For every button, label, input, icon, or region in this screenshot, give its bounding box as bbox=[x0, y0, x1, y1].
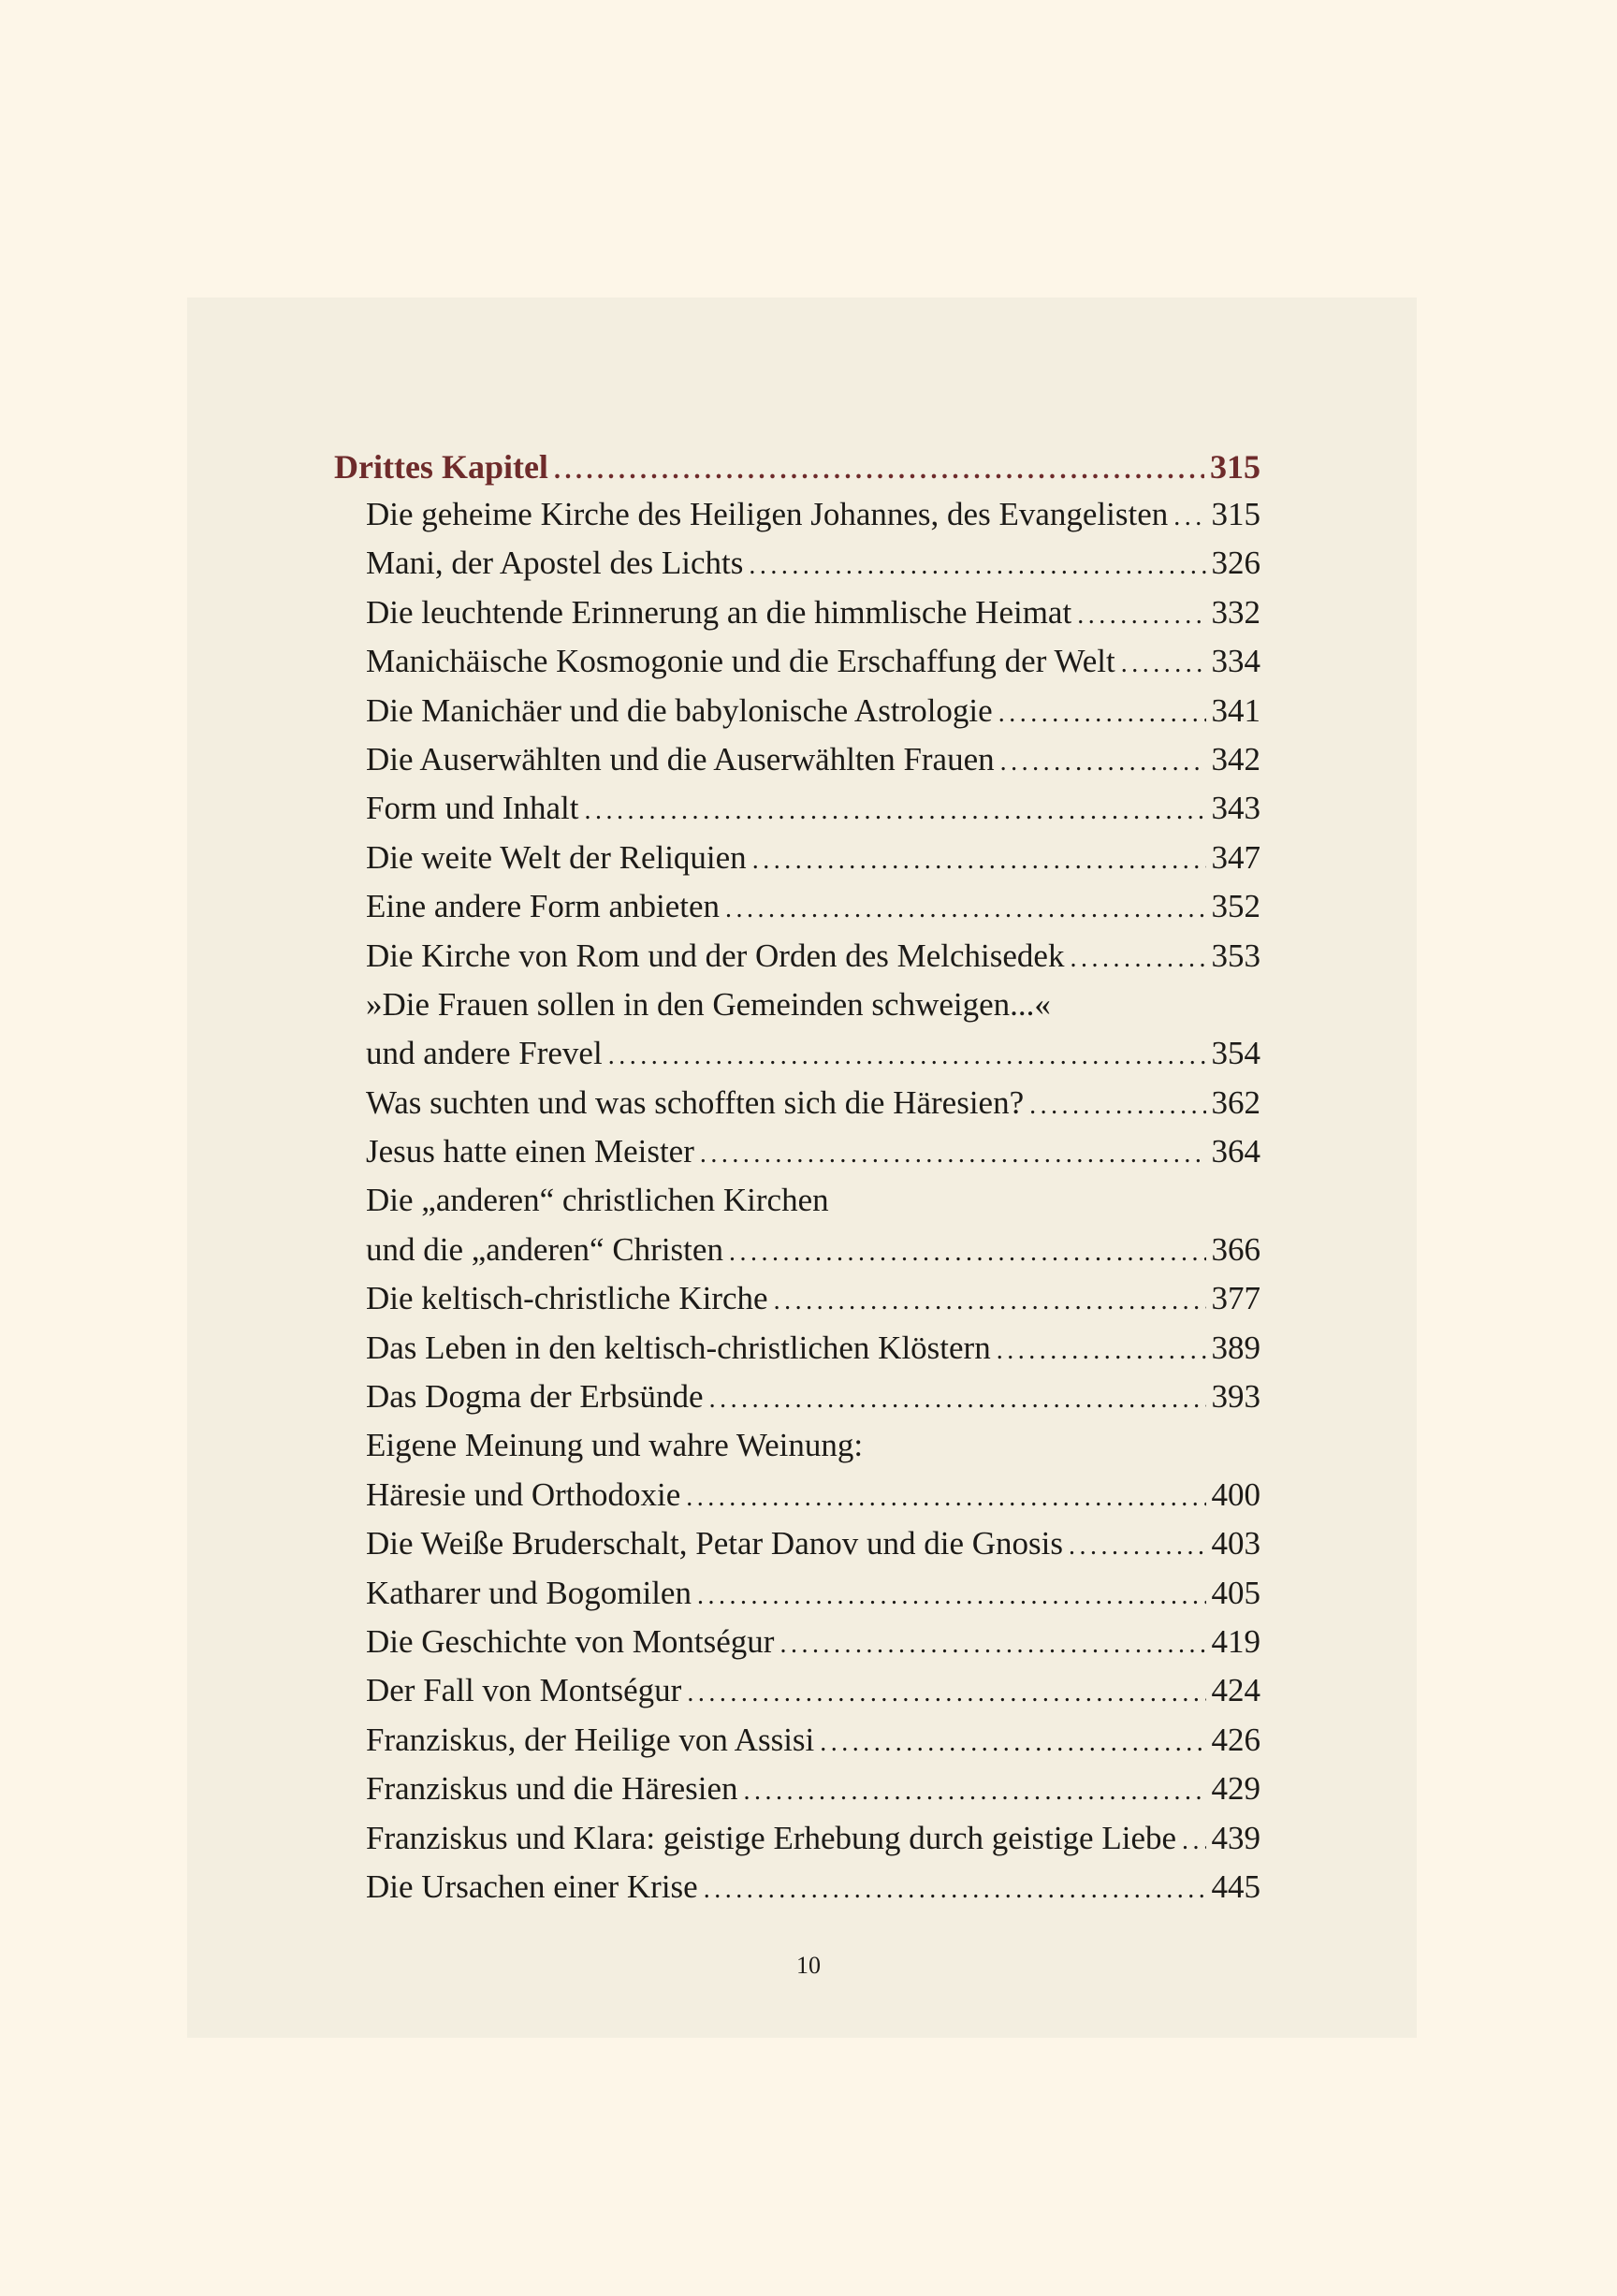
entry-page: 393 bbox=[1211, 1378, 1260, 1416]
entry-page: 332 bbox=[1211, 593, 1260, 631]
entry-title: Franziskus und die Häresien bbox=[366, 1770, 738, 1808]
entry-page: 366 bbox=[1211, 1230, 1260, 1268]
entry-page: 354 bbox=[1211, 1035, 1260, 1072]
entry-title: Manichäische Kosmogonie und die Erschaffung der Welt bbox=[366, 643, 1115, 680]
toc-entry bbox=[366, 1029, 1260, 1078]
entry-page: 326 bbox=[1211, 545, 1260, 582]
entry-title: Form und Inhalt bbox=[366, 790, 579, 827]
toc-entry-first-line bbox=[366, 981, 1260, 1029]
dot-leader bbox=[779, 1620, 1205, 1669]
entry-page: 343 bbox=[1211, 790, 1260, 827]
entry-title: Mani, der Apostel des Lichts bbox=[366, 545, 744, 582]
entry-title: Die Geschichte von Montségur bbox=[366, 1622, 775, 1660]
toc-entry bbox=[366, 735, 1260, 784]
toc-entry bbox=[366, 1373, 1260, 1421]
dot-leader bbox=[584, 787, 1205, 836]
entry-page: 362 bbox=[1211, 1083, 1260, 1121]
entry-title: Die Kirche von Rom und der Orden des Melchisedek bbox=[366, 937, 1065, 974]
toc-entry bbox=[366, 1471, 1260, 1519]
entry-page: 352 bbox=[1211, 888, 1260, 925]
dot-leader bbox=[729, 1228, 1206, 1277]
entry-page: 403 bbox=[1211, 1525, 1260, 1562]
entry-title: Die keltisch-christliche Kirche bbox=[366, 1280, 768, 1317]
entry-page: 334 bbox=[1211, 643, 1260, 680]
entry-page: 426 bbox=[1211, 1721, 1260, 1758]
entry-title-line: »Die Frauen sollen in den Gemeinden schweigen...« bbox=[366, 985, 1051, 1023]
chapter-heading bbox=[334, 443, 1260, 490]
toc-entry bbox=[366, 539, 1260, 588]
toc-entry bbox=[366, 589, 1260, 637]
dot-leader bbox=[1182, 1817, 1205, 1866]
dot-leader bbox=[744, 1767, 1206, 1816]
entry-page: 377 bbox=[1211, 1280, 1260, 1317]
page-number: 10 bbox=[796, 1952, 821, 1979]
dot-leader bbox=[998, 690, 1206, 738]
dot-leader bbox=[1070, 935, 1205, 983]
dot-leader bbox=[752, 836, 1206, 885]
entry-page: 405 bbox=[1211, 1574, 1260, 1611]
dot-leader bbox=[697, 1572, 1206, 1620]
entry-title: Die geheime Kirche des Heiligen Johannes, des Evangelisten bbox=[366, 496, 1169, 532]
entry-page: 389 bbox=[1211, 1329, 1260, 1366]
toc-entry bbox=[366, 1814, 1260, 1863]
entry-page: 347 bbox=[1211, 838, 1260, 876]
dot-leader bbox=[704, 1866, 1206, 1914]
chapter-title: Drittes Kapitel bbox=[334, 448, 548, 486]
dot-leader bbox=[686, 1474, 1205, 1522]
entry-title: und andere Frevel bbox=[366, 1035, 603, 1072]
toc-entry bbox=[366, 1716, 1260, 1765]
table-of-contents bbox=[334, 443, 1260, 1911]
entry-title: Eine andere Form anbieten bbox=[366, 888, 721, 925]
toc-entry bbox=[366, 637, 1260, 686]
toc-entry bbox=[366, 1226, 1260, 1274]
dot-leader bbox=[1000, 738, 1206, 787]
entry-title: Die weite Welt der Reliquien bbox=[366, 838, 747, 876]
toc-entry bbox=[366, 882, 1260, 931]
dot-leader bbox=[820, 1719, 1205, 1767]
toc-entry bbox=[366, 1324, 1260, 1373]
dot-leader bbox=[774, 1277, 1206, 1326]
entry-title: und die „anderen“ Christen bbox=[366, 1230, 723, 1268]
entry-page: 341 bbox=[1211, 691, 1260, 729]
entry-title: Die Weiße Bruderschalt, Petar Danov und die Gnosis bbox=[366, 1525, 1063, 1562]
entry-title: Das Leben in den keltisch-christlichen Klöstern bbox=[366, 1329, 991, 1366]
dot-leader bbox=[687, 1669, 1205, 1718]
dot-leader bbox=[997, 1327, 1206, 1375]
entry-title-line: Eigene Meinung und wahre Weinung: bbox=[366, 1427, 864, 1464]
entry-page: 445 bbox=[1211, 1867, 1260, 1905]
entry-page: 424 bbox=[1211, 1672, 1260, 1709]
toc-entry bbox=[366, 687, 1260, 735]
entry-page: 400 bbox=[1211, 1475, 1260, 1513]
toc-entries bbox=[334, 490, 1260, 1911]
toc-entry bbox=[366, 1618, 1260, 1666]
toc-entry bbox=[366, 1863, 1260, 1911]
dot-leader bbox=[554, 447, 1204, 494]
entry-page: 353 bbox=[1211, 937, 1260, 974]
entry-title: Der Fall von Montségur bbox=[366, 1672, 682, 1709]
entry-page: 429 bbox=[1211, 1770, 1260, 1808]
entry-title: Jesus hatte einen Meister bbox=[366, 1133, 694, 1170]
dot-leader bbox=[1069, 1522, 1206, 1571]
toc-entry bbox=[366, 932, 1260, 981]
toc-entry bbox=[366, 834, 1260, 882]
chapter-page: 315 bbox=[1210, 448, 1260, 486]
toc-entry bbox=[366, 1765, 1260, 1813]
entry-title: Häresie und Orthodoxie bbox=[366, 1475, 681, 1513]
dot-leader bbox=[1077, 591, 1205, 640]
entry-page: 419 bbox=[1211, 1622, 1260, 1660]
dot-leader bbox=[608, 1032, 1206, 1081]
entry-title: Die leuchtende Erinnerung an die himmlische Heimat bbox=[366, 593, 1072, 631]
entry-title: Die Ursachen einer Krise bbox=[366, 1867, 698, 1905]
entry-page: 342 bbox=[1211, 740, 1260, 777]
entry-page: 364 bbox=[1211, 1133, 1260, 1170]
entry-page: 439 bbox=[1211, 1819, 1260, 1856]
dot-leader bbox=[1029, 1082, 1205, 1130]
toc-entry-first-line bbox=[366, 1176, 1260, 1225]
entry-title: Das Dogma der Erbsünde bbox=[366, 1378, 704, 1416]
toc-entry bbox=[366, 1274, 1260, 1323]
dot-leader bbox=[700, 1130, 1206, 1179]
entry-title: Was suchten und was schofften sich die Häresien? bbox=[366, 1083, 1025, 1121]
toc-entry bbox=[366, 1079, 1260, 1127]
toc-entry bbox=[366, 784, 1260, 833]
entry-title: Die Manichäer und die babylonische Astrologie bbox=[366, 691, 993, 729]
entry-page: 315 bbox=[1211, 496, 1260, 532]
toc-entry bbox=[366, 1666, 1260, 1715]
toc-entry bbox=[366, 1127, 1260, 1176]
entry-title: Katharer und Bogomilen bbox=[366, 1574, 692, 1611]
entry-title: Franziskus und Klara: geistige Erhebung durch geistige Liebe bbox=[366, 1819, 1177, 1856]
dot-leader bbox=[749, 542, 1205, 590]
toc-entry bbox=[366, 1519, 1260, 1568]
dot-leader bbox=[1173, 493, 1205, 542]
dot-leader bbox=[1121, 640, 1206, 689]
toc-entry-first-line bbox=[366, 1421, 1260, 1470]
dot-leader bbox=[709, 1375, 1206, 1424]
entry-title-line: Die „anderen“ christlichen Kirchen bbox=[366, 1182, 829, 1219]
toc-entry bbox=[366, 1569, 1260, 1618]
entry-title: Die Auserwählten und die Auserwählten Frauen bbox=[366, 740, 995, 777]
toc-entry bbox=[366, 490, 1260, 539]
dot-leader bbox=[725, 885, 1205, 934]
entry-title: Franziskus, der Heilige von Assisi bbox=[366, 1721, 815, 1758]
